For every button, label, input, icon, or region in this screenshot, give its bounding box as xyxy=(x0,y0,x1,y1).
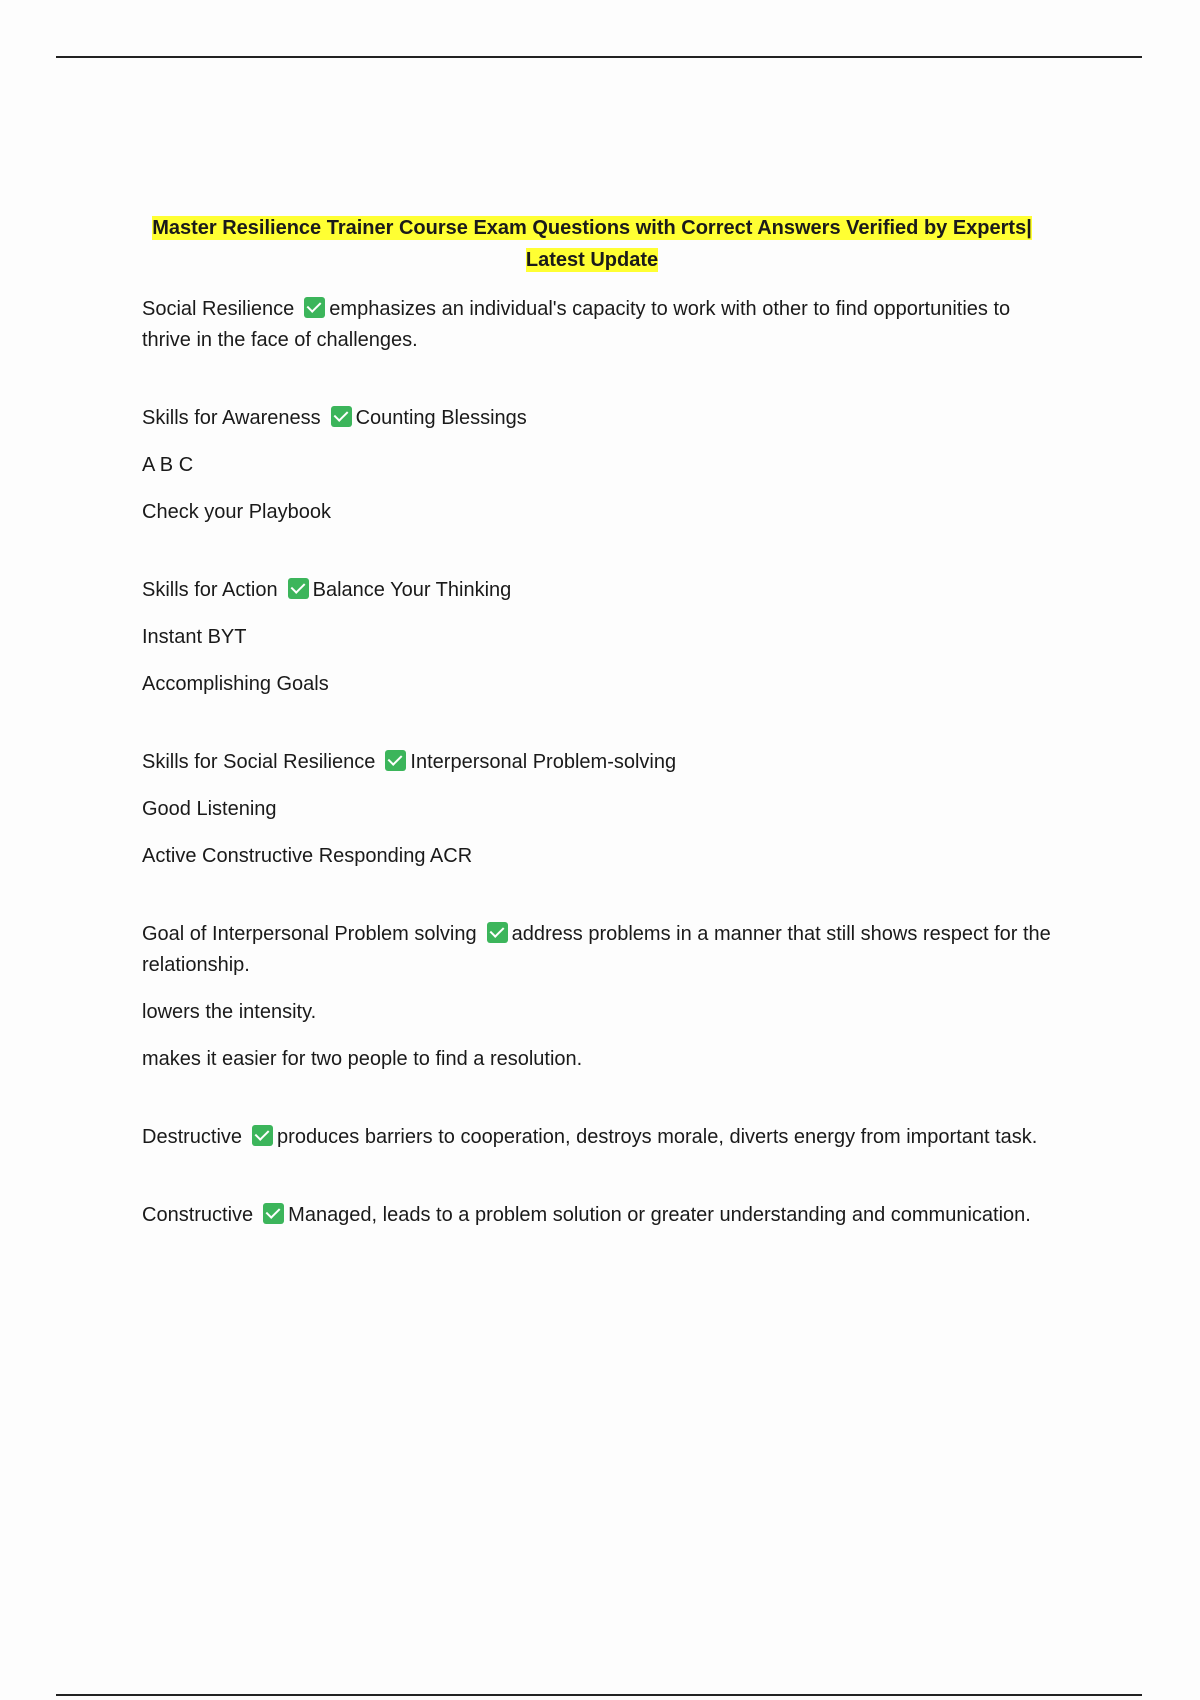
answer-text: Managed, leads to a problem solution or greater understanding and communication. xyxy=(288,1204,1031,1226)
question-term: Skills for Action xyxy=(142,579,278,601)
question-term: Constructive xyxy=(142,1204,254,1226)
title-line-2: Latest Update xyxy=(525,249,659,271)
green-checkmark-icon xyxy=(288,578,309,599)
answer-line: makes it easier for two people to find a resolution. xyxy=(142,1048,583,1070)
green-checkmark-icon xyxy=(487,922,508,943)
question-term: Goal of Interpersonal Problem solving xyxy=(142,923,477,945)
answer-text: Interpersonal Problem-solving xyxy=(410,751,677,773)
question-term: Skills for Awareness xyxy=(142,407,321,429)
green-checkmark-icon xyxy=(263,1203,284,1224)
answer-text: address problems in a manner that still shows respect for the relationship. xyxy=(142,923,1051,976)
answer-text: emphasizes an individual's capacity to work with other to find opportunities to thrive in the face of challenges. xyxy=(142,298,1011,351)
green-checkmark-icon xyxy=(252,1125,273,1146)
answer-line: Instant BYT xyxy=(142,626,247,648)
green-checkmark-icon xyxy=(304,297,325,318)
green-checkmark-icon xyxy=(385,750,406,771)
document-page xyxy=(142,212,1062,1247)
answer-line: Active Constructive Responding ACR xyxy=(142,845,473,867)
qa-item xyxy=(142,294,1062,356)
qa-item xyxy=(142,919,1062,1075)
title-line-1: Master Resilience Trainer Course Exam Questions with Correct Answers Verified by Experts| xyxy=(152,217,1032,239)
answer-text: produces barriers to cooperation, destroys morale, diverts energy from important task. xyxy=(277,1126,1038,1148)
qa-item xyxy=(142,403,1062,528)
question-term: Destructive xyxy=(142,1126,243,1148)
answer-line: Check your Playbook xyxy=(142,501,331,523)
footer-rule xyxy=(56,1694,1142,1696)
question-term: Social Resilience xyxy=(142,298,295,320)
answer-line: A B C xyxy=(142,454,194,476)
qa-item xyxy=(142,747,1062,872)
answer-text: Balance Your Thinking xyxy=(312,579,512,601)
answer-line: Good Listening xyxy=(142,798,277,820)
qa-item xyxy=(142,1122,1062,1153)
header-rule xyxy=(56,56,1142,58)
answer-text: Counting Blessings xyxy=(355,407,527,429)
green-checkmark-icon xyxy=(331,406,352,427)
question-term: Skills for Social Resilience xyxy=(142,751,376,773)
qa-item xyxy=(142,575,1062,700)
answer-line: Accomplishing Goals xyxy=(142,673,329,695)
document-title xyxy=(132,212,1052,276)
qa-item xyxy=(142,1200,1062,1231)
answer-line: lowers the intensity. xyxy=(142,1001,317,1023)
